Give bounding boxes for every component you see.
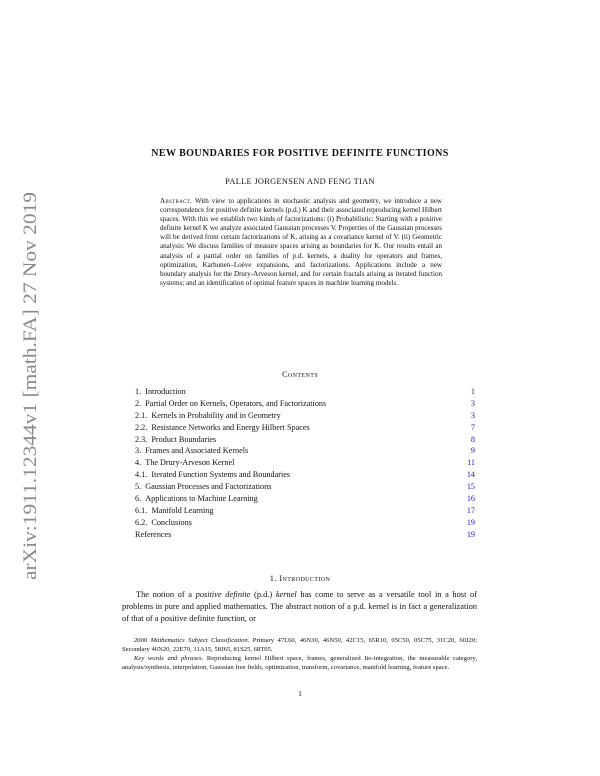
toc-entry-heading [135,422,310,434]
toc-entry-number: 2.2. [135,422,148,432]
toc-entry-page-link[interactable]: 11 [467,458,475,468]
toc-entry-heading [135,434,216,446]
toc-entry-number: 2.3. [135,434,148,444]
toc-entry[interactable] [135,398,475,410]
toc-entry-title[interactable]: References [135,529,172,539]
arxiv-stamp-text: arXiv:1911.12344v1 [math.FA] 27 Nov 2019 [21,244,41,580]
toc-entry-heading [135,410,281,422]
footnote-msc [122,636,477,654]
section-heading-introduction: 1. Introduction [269,574,331,583]
footnote-keywords-label: Key words and phrases. [134,655,204,662]
toc-entry-number: 2. [135,398,142,408]
toc-entry-number: 3. [135,446,142,456]
abstract-text: With view to applications in stochastic analysis and geometry, we introduce a new correspondence for positive definite kernels (p.d.) K and their associated reproducing kernel Hilbert spaces. With this we establish two kinds of factorizations: (i) Probabilistic: Starting with a positive definite kernel K we analyze associated Gaussian processes V. Properties of the Gaussian processes will be derived from certain factorizations of K, arising as a covariance kernel of V. (ii) Geometric analysis: We discuss families of measure spaces arising as boundaries for K. Our results entail an analysis of a partial order on families of p.d. kernels, a duality for operators and frames, optimization, Karhunen–Loève expansions, and factorizations. Applications include a new boundary analysis for the Drury-Arveson kernel, and for certain fractals arising as iterated function systems; and an identification of optimal feature spaces in machine learning models. [160,197,442,287]
toc-entry[interactable] [135,505,475,517]
toc-entry-heading [135,481,271,493]
toc-entry-heading [135,505,213,517]
footnote-block [122,636,477,672]
intro-text-before: The notion of a [136,590,196,599]
paper-authors: PALLE JORGENSEN AND FENG TIAN [225,177,375,186]
intro-emphasis-kernel: kernel [275,590,297,599]
toc-entry-page-link[interactable]: 15 [466,482,475,492]
intro-emphasis-positive-definite: positive definite [195,590,251,599]
toc-entry-title[interactable]: Iterated Function Systems and Boundaries [151,470,291,480]
toc-entry-title[interactable]: Introduction [145,387,186,396]
abstract-label: Abstract. [160,197,193,205]
toc-entry-number: 1. [135,387,142,396]
intro-text-mid: (p.d.) [250,590,276,599]
toc-entry-number: 6.1. [135,505,148,515]
toc-entry-title[interactable]: Partial Order on Kernels, Operators, and Factorizations [145,398,327,408]
toc-entry[interactable] [135,457,475,469]
toc-entry-title[interactable]: The Drury-Arveson Kernel [145,458,235,468]
toc-entry-title[interactable]: Frames and Associated Kernels [145,446,249,456]
toc-entry-title[interactable]: Product Boundaries [151,434,217,444]
toc-entry-page-link[interactable]: 19 [466,529,475,539]
toc-entry[interactable] [135,517,475,529]
footnote-keywords [122,654,477,672]
toc-entry[interactable] [135,469,475,481]
toc-entry[interactable] [135,386,475,398]
table-of-contents [135,386,475,541]
toc-entry-title[interactable]: Resistance Networks and Energy Hilbert Spaces [151,422,310,432]
toc-entry-title[interactable]: Manifold Learning [151,505,214,515]
toc-entry-page-link[interactable]: 16 [466,494,475,504]
page-number: 1 [298,689,302,698]
toc-entry[interactable] [135,445,475,457]
toc-entry-heading [135,457,234,469]
toc-entry[interactable] [135,481,475,493]
toc-entry-page-link[interactable]: 14 [466,470,475,480]
footnote-msc-label: Mathematics Subject Classification. [150,637,250,644]
toc-entry-page-link[interactable]: 3 [470,398,475,408]
toc-entry-heading [135,493,258,505]
paper-title: NEW BOUNDARIES FOR POSITIVE DEFINITE FUNCTIONS [151,148,449,159]
toc-entry-title[interactable]: Conclusions [151,517,192,527]
toc-entry-page-link[interactable]: 19 [466,517,475,527]
contents-heading: Contents [281,370,319,379]
toc-entry-number: 6. [135,494,142,504]
toc-entry[interactable] [135,434,475,446]
arxiv-identifier-stamp [14,190,44,580]
toc-entry-heading [135,398,326,410]
toc-entry-title[interactable]: Applications to Machine Learning [145,494,258,504]
abstract [160,197,442,288]
toc-entry-title[interactable]: Kernels in Probability and in Geometry [151,410,281,420]
toc-entry-title[interactable]: Gaussian Processes and Factorizations [145,482,272,492]
introduction-paragraph [122,589,477,625]
toc-entry-page-link[interactable]: 3 [470,410,475,420]
toc-entry-number: 4.1. [135,470,148,480]
toc-entry[interactable] [135,493,475,505]
toc-entry-number: 4. [135,458,142,468]
toc-entry-heading [135,529,171,541]
toc-entry[interactable] [135,529,475,541]
intro-text-after: has come to serve as a versatile tool in a host of problems in pure and applied mathematics. The abstract notion of a p.d. kernel is in fact a generalization of that of a positive definite function, or [122,590,477,623]
footnote-msc-year: 2000 [134,637,148,644]
toc-entry-heading [135,469,290,481]
toc-entry-heading [135,445,248,457]
toc-entry-page-link[interactable]: 8 [470,434,475,444]
toc-entry-heading [135,517,192,529]
toc-entry-heading [135,386,186,398]
toc-entry-page-link[interactable]: 1 [470,387,475,396]
toc-entry[interactable] [135,410,475,422]
toc-entry-page-link[interactable]: 9 [470,446,475,456]
footnote-msc-text: Primary 47L60, 46N30, 46N50, 42C15, 65R10, 05C50, 05C75, 31C20, 60J20; Secondary 46N20, 22E70, 31A15, 58J65, 81S25, 68T05. [122,637,477,653]
footnote-keywords-text: Reproducing kernel Hilbert space, frames, generalized Ito-integration, the measurable category, analysis/synthesis, interpolation, Gaussian free fields, optimization, transform, covariance, manifold learning, feature space. [122,655,477,671]
toc-entry-number: 2.1. [135,410,148,420]
toc-entry-number: 6.2. [135,517,148,527]
toc-entry[interactable] [135,422,475,434]
toc-entry-number: 5. [135,482,142,492]
toc-entry-page-link[interactable]: 7 [470,422,475,432]
toc-entry-page-link[interactable]: 17 [466,505,475,515]
